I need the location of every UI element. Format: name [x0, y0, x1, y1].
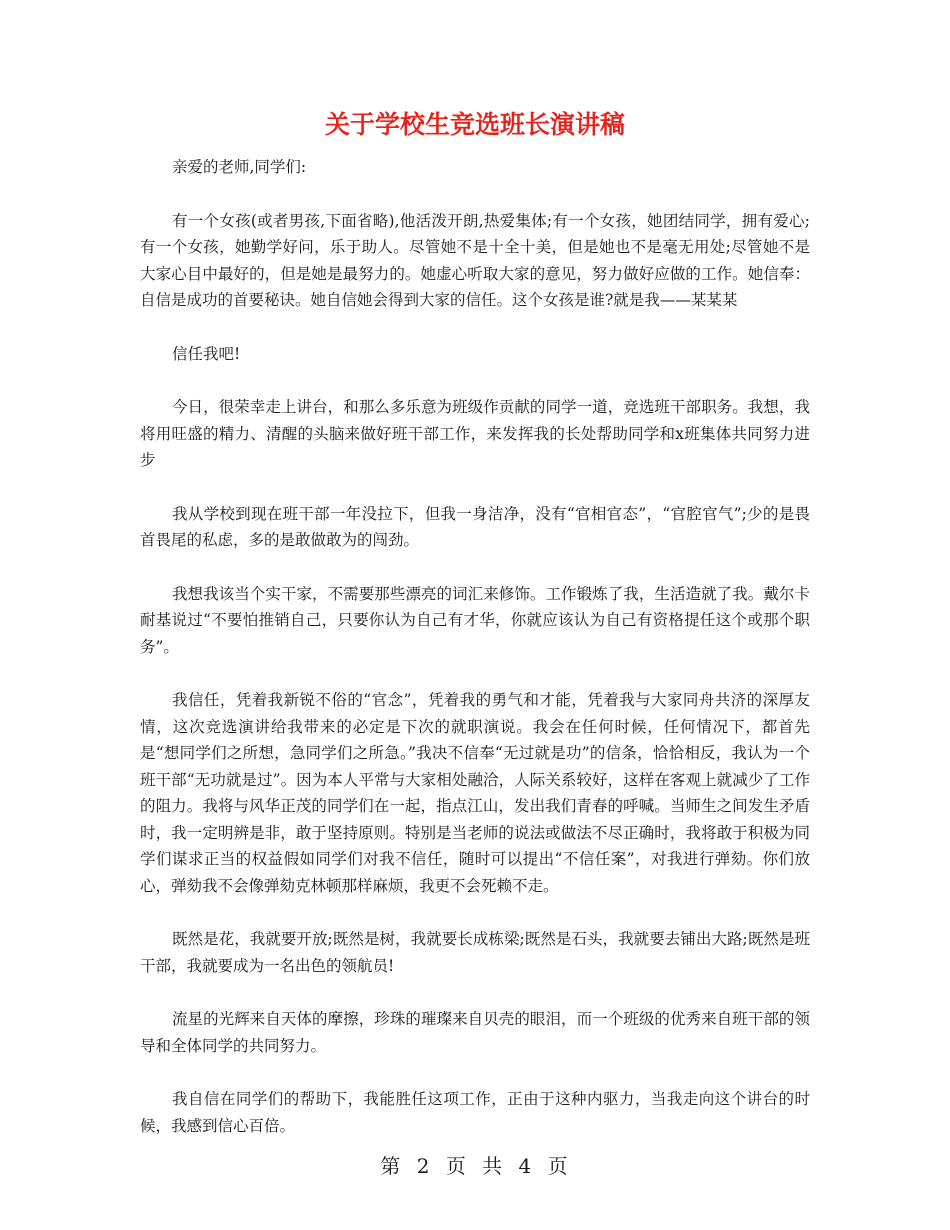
- paragraph: 我信任，凭着我新锐不俗的“官念”，凭着我的勇气和才能，凭着我与大家同舟共济的深厚友情，这次竞选演讲给我带来的必定是下次的就职演说。我会在任何时候，任何情况下，都首先是“想同学们之所想，急同学们之所急。”我决不信奉“无过就是功”的信条，恰恰相反，我认为一个班干部“无功就是过”。因为本人平常与大家相处融洽，人际关系较好，这样在客观上就减少了工作的阻力。我将与风华正茂的同学们在一起，指点江山，发出我们青春的呼喊。当师生之间发生矛盾时，我一定明辨是非，敢于坚持原则。特别是当老师的说法或做法不尽正确时，我将敢于积极为同学们谋求正当的权益假如同学们对我不信任，随时可以提出“不信任案”，对我进行弹劾。你们放心，弹劾我不会像弹劾克林顿那样麻烦，我更不会死赖不走。: [140, 691, 810, 895]
- page-number-footer: 第 2 页 共 4 页: [380, 1154, 570, 1178]
- paragraph: 流星的光辉来自天体的摩擦，珍珠的璀璨来自贝壳的眼泪，而一个班级的优秀来自班干部的领导和全体同学的共同努力。: [140, 1010, 810, 1055]
- document-title: 关于学校生竞选班长演讲稿: [324, 110, 625, 139]
- salutation: 亲爱的老师,同学们:: [172, 158, 307, 176]
- paragraph: 有一个女孩(或者男孩,下面省略),他活泼开朗,热爱集体;有一个女孩，她团结同学，拥有爱心;有一个女孩，她勤学好问，乐于助人。尽管她不是十全十美，但是她也不是毫无用处;尽管她不是大家心目中最好的，但是她是最努力的。她虚心听取大家的意见，努力做好应做的工作。她信奉：自信是成功的首要秘诀。她自信她会得到大家的信任。这个女孩是谁?就是我——某某某: [140, 211, 810, 309]
- paragraph: 我从学校到现在班干部一年没拉下，但我一身洁净，没有“官相官态”，“官腔官气”;少的是畏首畏尾的私虑，多的是敢做敢为的闯劲。: [140, 504, 810, 549]
- document-body: [140, 154, 810, 1166]
- paragraph: 我想我该当个实干家，不需要那些漂亮的词汇来修饰。工作锻炼了我，生活造就了我。戴尔卡耐基说过“不要怕推销自己，只要你认为自己有才华，你就应该认为自己有资格提任这个或那个职务”。: [140, 584, 810, 656]
- paragraph: 今日，很荣幸走上讲台，和那么多乐意为班级作贡献的同学一道，竞选班干部职务。我想，我将用旺盛的精力、清醒的头脑来做好班干部工作，来发挥我的长处帮助同学和x班集体共同努力进步: [140, 398, 810, 469]
- paragraph: 信任我吧!: [172, 344, 241, 363]
- paragraph: 我自信在同学们的帮助下，我能胜任这项工作，正由于这种内驱力，当我走向这个讲台的时候，我感到信心百倍。: [140, 1090, 810, 1135]
- paragraph: 既然是花，我就要开放;既然是树，我就要长成栋梁;既然是石头，我就要去铺出大路;既然是班干部，我就要成为一名出色的领航员!: [140, 930, 810, 975]
